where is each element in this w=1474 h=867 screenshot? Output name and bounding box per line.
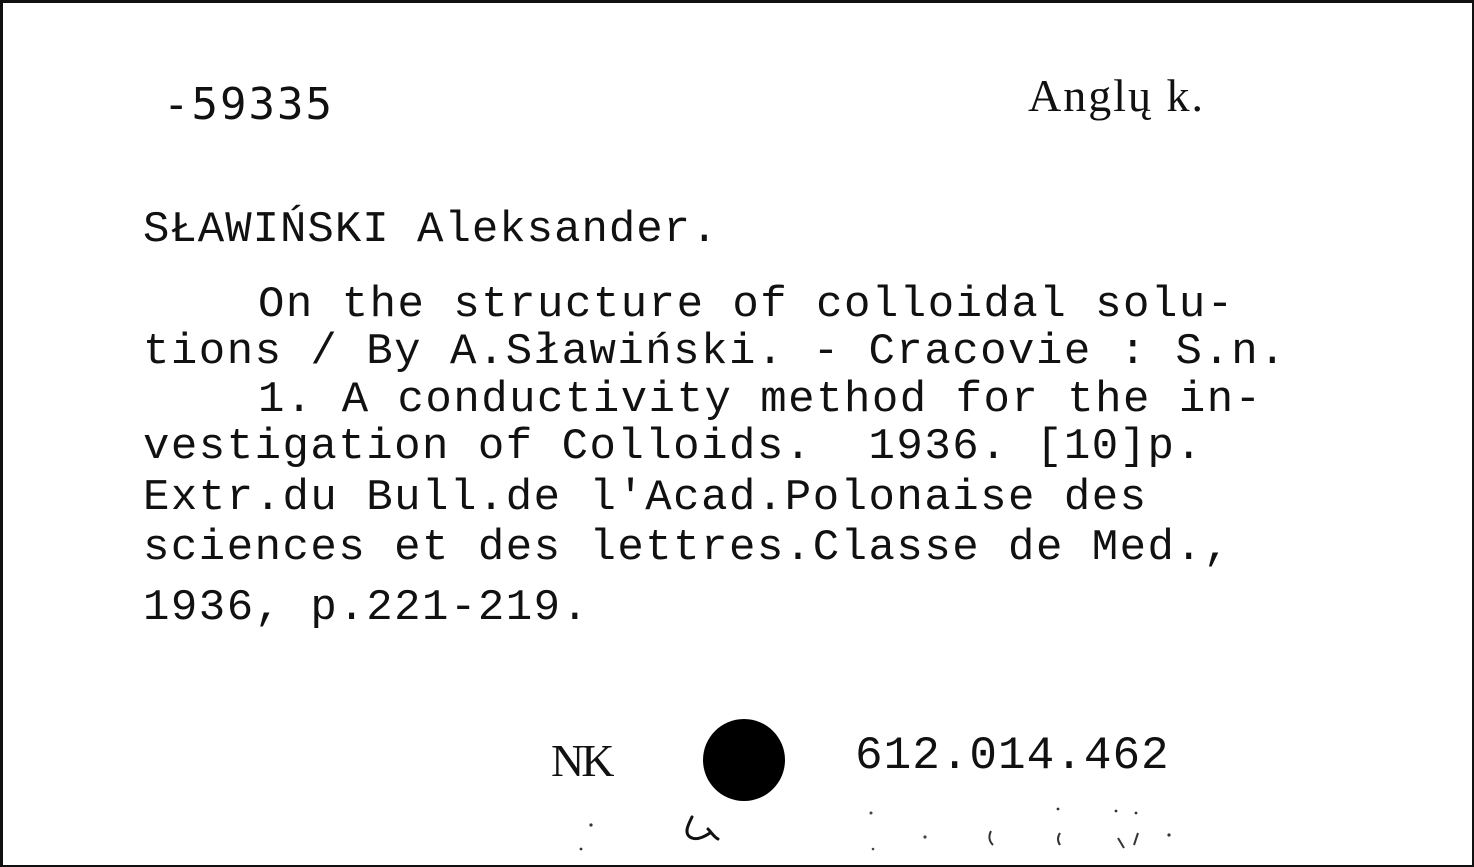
description-line: sciences et des lettres.Classe de Med., — [143, 523, 1232, 573]
holding-code: NK — [551, 735, 612, 786]
description-line: 1936, p.221-219. — [143, 583, 590, 633]
description-line: vestigation of Colloids. 1936. [10]p. — [143, 422, 1204, 472]
call-number: -59335 — [163, 79, 334, 130]
description-line: Extr.du Bull.de l'Acad.Polonaise des — [143, 473, 1148, 523]
punch-hole — [703, 719, 785, 801]
paper-specks — [563, 793, 1183, 863]
author-heading: SŁAWIŃSKI Aleksander. — [143, 205, 719, 255]
description-line: tions / By A.Sławiński. - Cracovie : S.n. — [143, 327, 1288, 377]
description-line: 1. A conductivity method for the in- — [258, 375, 1263, 425]
language-note: Anglų k. — [1028, 70, 1205, 121]
description-line: On the structure of colloidal solu- — [258, 280, 1235, 330]
classification-number: 612.014.462 — [855, 730, 1170, 782]
